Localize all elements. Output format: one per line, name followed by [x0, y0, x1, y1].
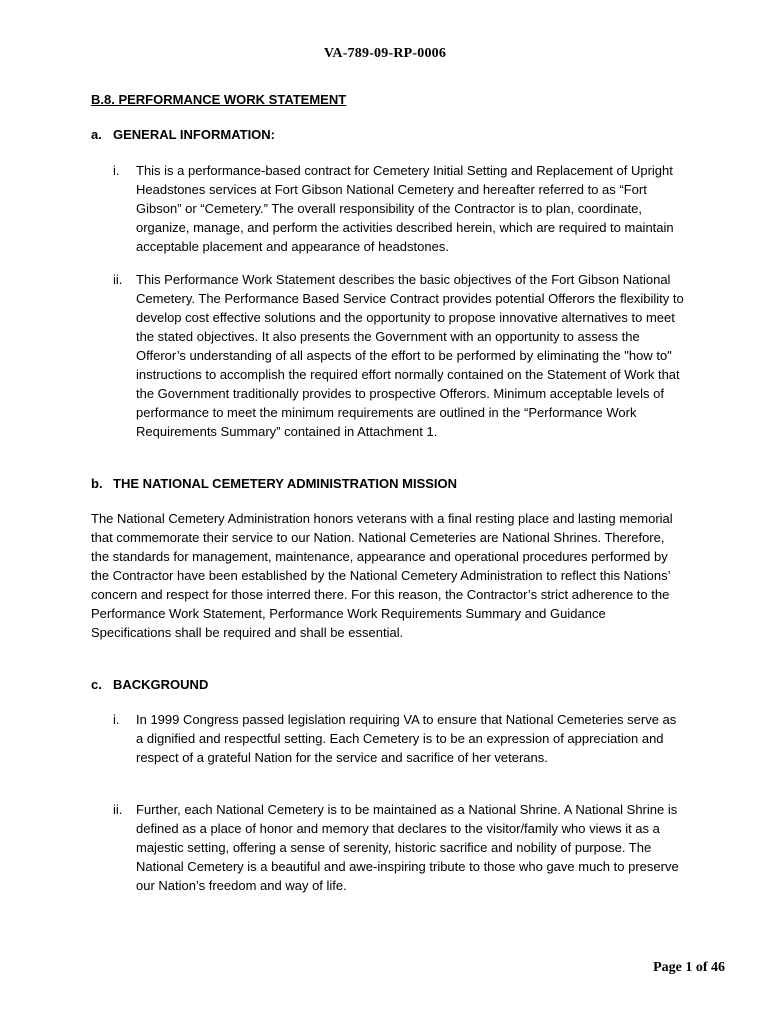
background-heading [91, 677, 208, 692]
heading-letter: b. [91, 476, 103, 491]
heading-letter: c. [91, 677, 102, 692]
item-number: ii. [113, 802, 123, 817]
general-information-heading [91, 127, 275, 142]
heading-text: BACKGROUND [113, 677, 209, 692]
page-number: Page 1 of 46 [653, 960, 725, 975]
heading-letter: a. [91, 127, 102, 142]
heading-text: GENERAL INFORMATION: [113, 127, 276, 142]
item-text: In 1999 Congress passed legislation requiring VA to ensure that National Cemeteries serve as a dignified and respectful setting. Each Cemetery is to be an expression of appreciation and respect of a grateful Nation for the service and sacrifice of her veterans. [136, 712, 677, 765]
item-number: i. [113, 163, 120, 178]
general-item-1 [91, 161, 691, 256]
background-item-1 [91, 710, 691, 767]
general-item-2 [91, 270, 691, 441]
item-number: ii. [113, 272, 123, 287]
document-id-header: VA-789-09-RP-0006 [323, 46, 447, 61]
item-text: This is a performance-based contract for Cemetery Initial Setting and Replacement of Upright Headstones services at Fort Gibson National Cemetery and hereafter referred to as “Fort Gibson” or “Cemetery.” The overall responsibility of the Contractor is to plan, coordinate, organize, manage, and perform the activities described herein, which are required to maintain acceptable placement and appearance of headstones. [136, 163, 674, 254]
item-number: i. [113, 712, 120, 727]
mission-paragraph: The National Cemetery Administration honors veterans with a final resting place and lasting memorial that commemorate their service to our Nation. National Cemeteries are National Shrines. Therefore, the standards for management, maintenance, appearance and operational procedures performed by the Contractor have been established by the National Cemetery Administration to reflect this Nations’ concern and respect for those interred there. For this reason, the Contractor’s strict adherence to the Performance Work Statement, Performance Work Requirements Summary and Guidance Specifications shall be required and shall be essential. [91, 511, 673, 640]
item-text: This Performance Work Statement describes the basic objectives of the Fort Gibson National Cemetery. The Performance Based Service Contract provides potential Offerors the flexibility to develop cost effective solutions and the opportunity to propose innovative alternatives to meet the stated objectives. It also presents the Government with an opportunity to assess the Offeror’s understanding of all aspects of the effort to be performed by eliminating the "how to" instructions to accomplish the required effort normally contained on the Statement of Work that the Government traditionally provides to prospective Offerors. Minimum acceptable levels of performance to meet the minimum requirements are outlined in the “Performance Work Requirements Summary” contained in Attachment 1. [136, 272, 684, 439]
background-item-2 [91, 800, 691, 895]
section-title: B.8. PERFORMANCE WORK STATEMENT [91, 92, 347, 107]
heading-text: THE NATIONAL CEMETERY ADMINISTRATION MISSION [113, 476, 458, 491]
mission-heading [91, 476, 457, 491]
item-text: Further, each National Cemetery is to be maintained as a National Shrine. A National Shrine is defined as a place of honor and memory that declares to the visitor/family who views it as a majestic setting, offering a sense of serenity, historic sacrifice and nobility of purpose. The National Cemetery is a beautiful and awe-inspiring tribute to those who gave much to preserve our Nation’s freedom and way of life. [136, 802, 679, 893]
